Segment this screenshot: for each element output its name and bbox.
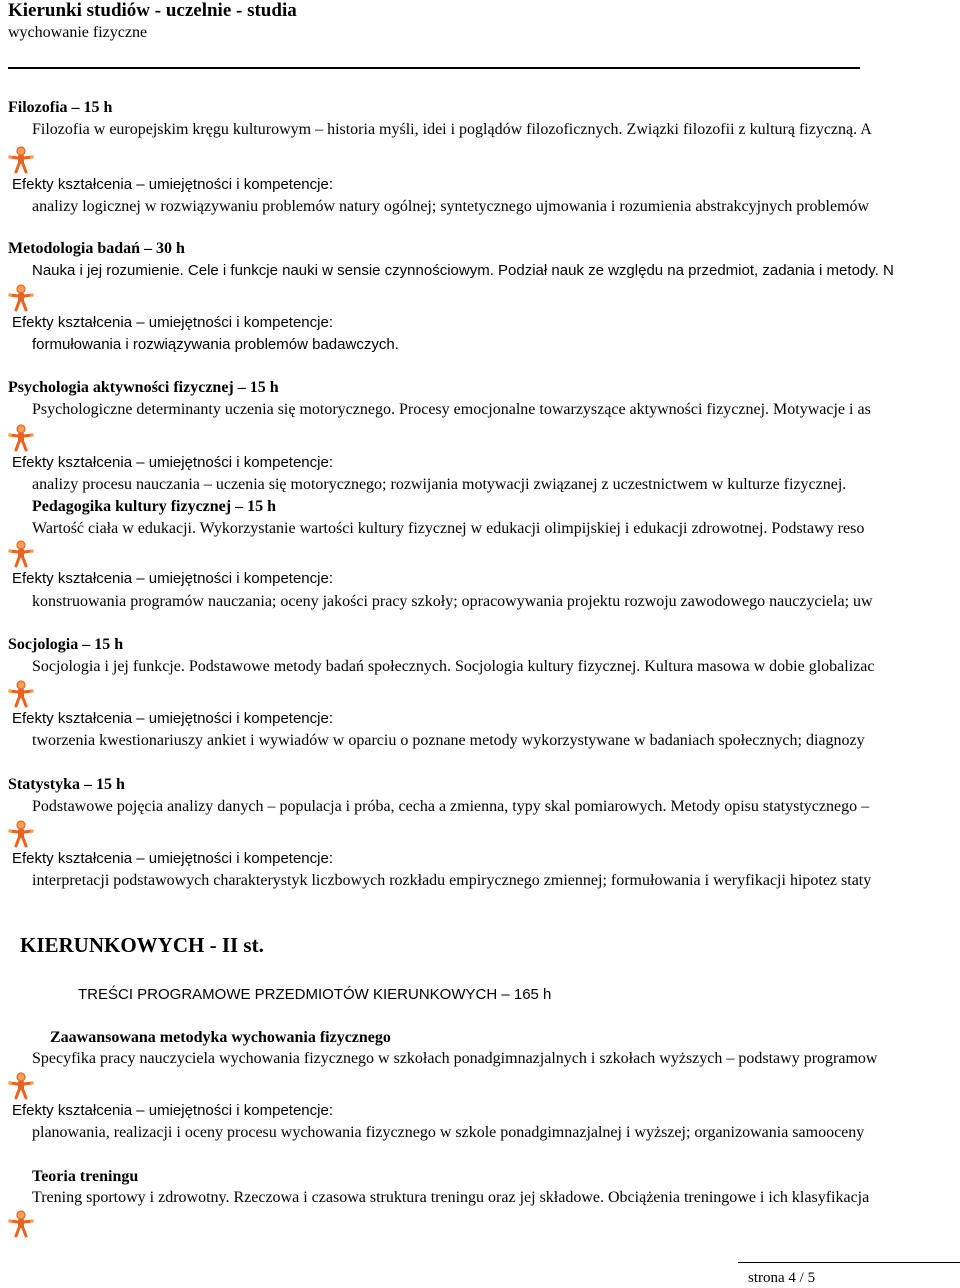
course-content-pedagogika: Wartość ciała w edukacji. Wykorzystanie wartości kultury fizycznej w edukacji olimpijskiej i edukacji zdrowotnej. Podstawy reso <box>32 520 865 537</box>
mascot-figure-icon <box>8 540 34 568</box>
course-competences-socjologia: tworzenia kwestionariuszy ankiet i wywiadów w oparciu o poznane metody wykorzystywane w badaniach społecznych; diagnozy <box>32 732 865 749</box>
page-title: Kierunki studiów - uczelnie - studia <box>8 0 297 21</box>
course-competences-filozofia: analizy logicznej w rozwiązywaniu problemów natury ogólnej; syntetycznego ujmowania i rozumienia abstrakcyjnych problemów <box>32 198 870 215</box>
course-content-socjologia: Socjologia i jej funkcje. Podstawowe metody badań społecznych. Socjologia kultury fizycznej. Kultura masowa w dobie globalizac <box>32 658 875 675</box>
mascot-figure-icon <box>8 1072 34 1100</box>
course-title-pedagogika: Pedagogika kultury fizycznej – 15 h <box>32 498 276 515</box>
page-number: strona 4 / 5 <box>748 1270 816 1286</box>
course-content-teoria-treningu: Trening sportowy i zdrowotny. Rzeczowa i czasowa struktura treningu oraz jej składowe. Obciążenia treningowe i ich klasyfikacja <box>32 1189 870 1206</box>
course-title-psychologia: Psychologia aktywności fizycznej – 15 h <box>8 379 279 396</box>
course-content-metodologia: Nauka i jej rozumienie. Cele i funkcje nauki w sensie czynnościowym. Podział nauk ze względu na przedmiot, zadania i metody. N <box>32 262 894 279</box>
course-competences-metodyka: planowania, realizacji i oceny procesu wychowania fizycznego w szkole ponadgimnazjalnej i wyższej; organizowania samooceny <box>32 1124 865 1141</box>
course-title-filozofia: Filozofia – 15 h <box>8 99 113 116</box>
course-title-teoria-treningu: Teoria treningu <box>32 1168 139 1185</box>
competence-label: Efekty kształcenia – umiejętności i kompetencje: <box>12 454 333 471</box>
mascot-figure-icon <box>8 424 34 452</box>
course-title-metodyka: Zaawansowana metodyka wychowania fizycznego <box>50 1029 391 1046</box>
competence-label: Efekty kształcenia – umiejętności i kompetencje: <box>12 710 333 727</box>
course-competences-statystyka: interpretacji podstawowych charakterystyk liczbowych rozkładu empirycznego zmiennej; formułowania i weryfikacji hipotez staty <box>32 872 872 889</box>
course-title-metodologia: Metodologia badań – 30 h <box>8 240 185 257</box>
footer-divider <box>738 1262 960 1263</box>
mascot-figure-icon <box>8 680 34 708</box>
mascot-figure-icon <box>8 146 34 174</box>
course-competences-pedagogika: konstruowania programów nauczania; oceny jakości pracy szkoły; opracowywania projektu rozwoju zawodowego nauczyciela; uw <box>32 593 873 610</box>
mascot-figure-icon <box>8 1210 34 1238</box>
competence-label: Efekty kształcenia – umiejętności i kompetencje: <box>12 1102 333 1119</box>
mascot-figure-icon <box>8 820 34 848</box>
course-content-statystyka: Podstawowe pojęcia analizy danych – populacja i próba, cecha a zmienna, typy skal pomiarowych. Metody opisu statystycznego – <box>32 798 870 815</box>
course-title-statystyka: Statystyka – 15 h <box>8 776 125 793</box>
page-subtitle: wychowanie fizyczne <box>8 24 148 41</box>
course-competences-psychologia: analizy procesu nauczania – uczenia się motorycznego; rozwijania motywacji związanej z uczestnictwem w kulturze fizycznej. <box>32 476 847 493</box>
competence-label: Efekty kształcenia – umiejętności i kompetencje: <box>12 314 333 331</box>
course-content-metodyka: Specyfika pracy nauczyciela wychowania fizycznego w szkołach ponadgimnazjalnych i szkołach wyższych – podstawy programow <box>32 1050 878 1067</box>
course-content-filozofia: Filozofia w europejskim kręgu kulturowym – historia myśli, idei i poglądów filozoficznych. Związki filozofii z kulturą fizyczną. A <box>32 121 872 138</box>
competence-label: Efekty kształcenia – umiejętności i kompetencje: <box>12 850 333 867</box>
header-divider <box>8 67 860 69</box>
course-content-psychologia: Psychologiczne determinanty uczenia się motorycznego. Procesy emocjonalne towarzyszące aktywności fizycznej. Motywacje i as <box>32 401 871 418</box>
course-title-socjologia: Socjologia – 15 h <box>8 636 124 653</box>
section-subheading: TREŚCI PROGRAMOWE PRZEDMIOTÓW KIERUNKOWYCH – 165 h <box>78 986 552 1003</box>
competence-label: Efekty kształcenia – umiejętności i kompetencje: <box>12 176 333 193</box>
course-competences-metodologia: formułowania i rozwiązywania problemów badawczych. <box>32 336 399 353</box>
mascot-figure-icon <box>8 284 34 312</box>
section-heading: KIERUNKOWYCH - II st. <box>20 933 264 957</box>
competence-label: Efekty kształcenia – umiejętności i kompetencje: <box>12 570 333 587</box>
